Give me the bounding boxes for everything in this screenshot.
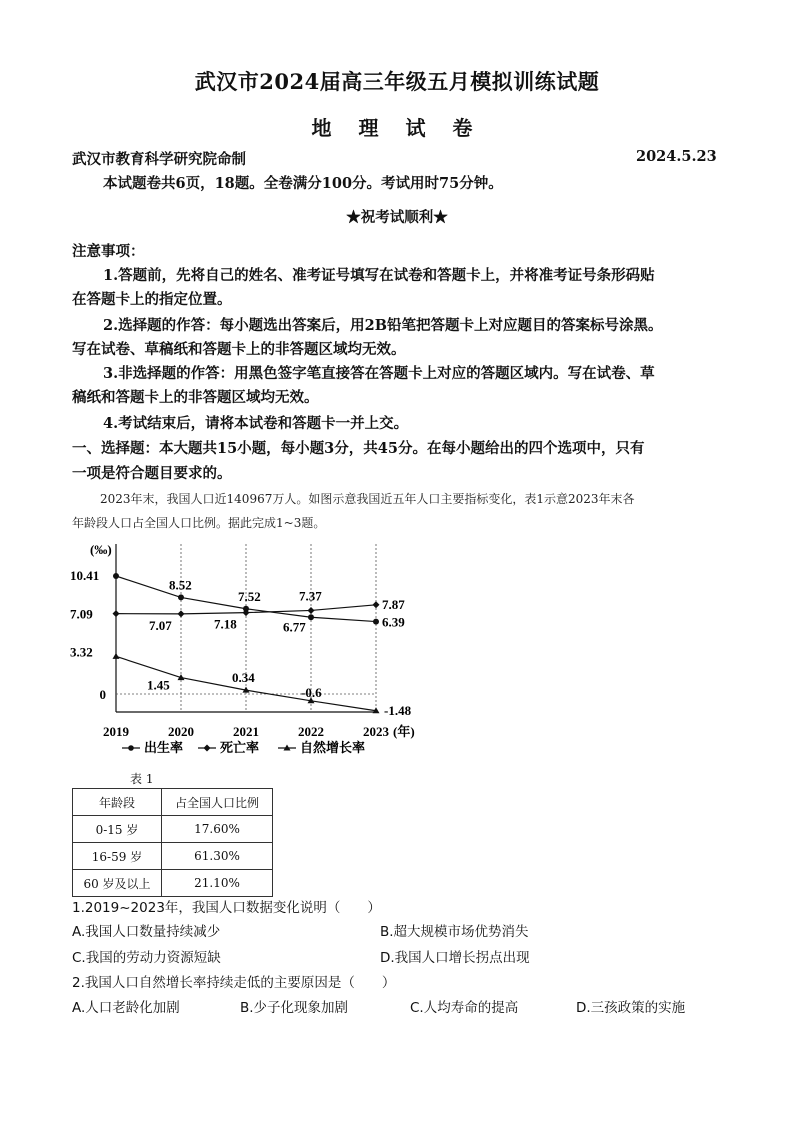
population-line-chart [68, 534, 428, 760]
question-2-option-b[interactable]: B.少子化现象加剧 [240, 1000, 349, 1016]
legend-label: 自然增长率 [300, 740, 366, 755]
data-label: 7.37 [299, 588, 322, 604]
data-label: 7.52 [238, 588, 261, 604]
question-2-option-d[interactable]: D.三孩政策的实施 [576, 1000, 686, 1016]
question-2-option-a[interactable]: A.人口老龄化加剧 [72, 1000, 180, 1016]
question-1-stem: 1.2019~2023年，我国人口数据变化说明（ ） [72, 900, 381, 916]
data-label: 7.07 [149, 617, 172, 633]
table-row [73, 870, 273, 897]
data-label: 10.41 [70, 568, 100, 583]
wish-line: ★祝考试顺利★ [346, 209, 448, 226]
note-2a: 2.选择题的作答：每小题选出答案后，用2B铅笔把答题卡上对应题目的答案标号涂黑。 [103, 317, 663, 334]
y-axis-unit: (‰) [90, 542, 112, 557]
table-cell: 60 岁及以上 [73, 870, 162, 897]
question-1-option-c[interactable]: C.我国的劳动力资源短缺 [72, 950, 221, 966]
material-line2: 年龄段人口占全国人口比例。据此完成1~3题。 [72, 516, 326, 530]
note-4: 4.考试结束后，请将本试卷和答题卡一并上交。 [103, 415, 409, 432]
table-cell: 0-15 岁 [73, 816, 162, 843]
question-1-option-b[interactable]: B.超大规模市场优势消失 [380, 924, 529, 940]
section1-line1: 一、选择题：本大题共15小题，每小题3分，共45分。在每小题给出的四个选项中，只有 [72, 440, 645, 457]
section1-line2: 一项是符合题目要求的。 [72, 465, 232, 482]
data-label: 7.87 [382, 596, 405, 612]
exam-date: 2024.5.23 [636, 148, 717, 165]
data-label: 1.45 [147, 677, 170, 693]
legend-marker [204, 745, 211, 752]
notes-heading: 注意事项： [72, 243, 145, 260]
zero-tick-label: 0 [99, 687, 106, 702]
data-label: 6.77 [283, 619, 306, 635]
chart-legend [122, 740, 365, 755]
note-1a: 1.答题前，先将自己的姓名、准考证号填写在试卷和答题卡上，并将准考证号条形码贴 [103, 267, 655, 284]
note-3b: 稿纸和答题卡上的非答题区域均无效。 [72, 389, 319, 406]
data-point [308, 614, 314, 620]
data-label: 7.18 [214, 616, 237, 632]
x-tick-label: 2023 [363, 724, 389, 739]
data-label: 3.32 [70, 644, 93, 660]
data-point [113, 653, 120, 659]
age-table [72, 788, 273, 897]
question-1-option-d[interactable]: D.我国人口增长拐点出现 [380, 950, 530, 966]
note-3a: 3.非选择题的作答：用黑色签字笔直接答在答题卡上对应的答题区域内。写在试卷、草 [103, 365, 655, 382]
table-header-row [73, 789, 273, 816]
data-label: 7.09 [70, 606, 93, 622]
exam-subtitle: 地 理 试 卷 [311, 116, 483, 140]
data-label: -0.6 [301, 684, 322, 700]
exam-title: 武汉市2024届高三年级五月模拟训练试题 [194, 69, 600, 94]
material-line1: 2023年末，我国人口近140967万人。如图示意我国近五年人口主要指标变化，表1示意2023年末各 [100, 492, 635, 506]
issuer: 武汉市教育科学研究院命制 [72, 151, 246, 168]
intro-text: 本试题卷共6页，18题。全卷满分100分。考试用时75分钟。 [103, 175, 503, 192]
data-label: -1.48 [384, 702, 412, 718]
note-2b: 写在试卷、草稿纸和答题卡上的非答题区域均无效。 [72, 341, 406, 358]
question-1-option-a[interactable]: A.我国人口数量持续减少 [72, 924, 221, 940]
x-tick-label: 2021 [233, 724, 259, 739]
data-point [308, 607, 315, 614]
question-2-option-c[interactable]: C.人均寿命的提高 [410, 1000, 519, 1016]
data-point [373, 601, 380, 608]
table-cell: 61.30% [162, 843, 273, 870]
data-point [178, 594, 184, 600]
data-point [113, 610, 120, 617]
data-point [373, 619, 379, 625]
x-tick-label: 2022 [298, 724, 324, 739]
data-point [178, 610, 185, 617]
x-tick-label: 2019 [103, 724, 129, 739]
chart-labels [70, 542, 415, 739]
note-1b: 在答题卡上的指定位置。 [72, 291, 232, 308]
data-label: 0.34 [232, 670, 255, 686]
table-cell: 16-59 岁 [73, 843, 162, 870]
legend-label: 出生率 [144, 740, 184, 755]
table-caption: 表 1 [130, 772, 154, 786]
table-row [73, 843, 273, 870]
table-header-cell: 年龄段 [73, 789, 162, 816]
x-axis-unit: (年) [393, 724, 415, 739]
question-2-stem: 2.我国人口自然增长率持续走低的主要原因是（ ） [72, 975, 396, 991]
table-cell: 21.10% [162, 870, 273, 897]
table-row [73, 816, 273, 843]
table-cell: 17.60% [162, 816, 273, 843]
data-point [113, 573, 119, 579]
table-header-cell: 占全国人口比例 [162, 789, 273, 816]
data-label: 6.39 [382, 614, 405, 630]
x-tick-label: 2020 [168, 724, 194, 739]
legend-marker [128, 745, 134, 751]
legend-label: 死亡率 [220, 740, 260, 755]
data-label: 8.52 [169, 577, 192, 593]
